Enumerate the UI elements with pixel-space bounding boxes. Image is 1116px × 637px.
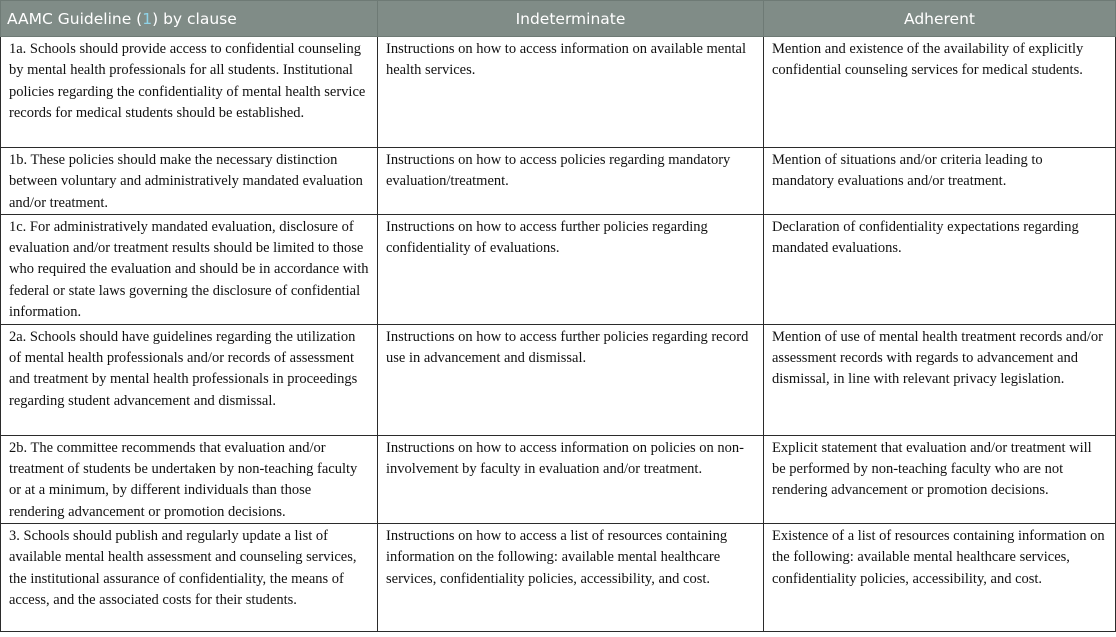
header-indeterminate: Indeterminate xyxy=(378,1,764,37)
clause-cell: 1c. For administratively mandated evaluation, disclosure of evaluation and/or treatment results should be limited to those who required the evaluation and should be in accordance with federal or state laws governing the disclosure of confidential information. xyxy=(1,214,378,324)
clause-cell: 1a. Schools should provide access to confidential counseling by mental health professionals for all students. Institutional policies regarding the confidentiality of mental health service records for medical students should be established. xyxy=(1,37,378,148)
adherent-cell: Mention of use of mental health treatment records and/or assessment records with regards to advancement and dismissal, in line with relevant privacy legislation. xyxy=(764,324,1116,435)
table-header xyxy=(1,1,1116,37)
header-row xyxy=(1,1,1116,37)
indeterminate-cell: Instructions on how to access policies regarding mandatory evaluation/treatment. xyxy=(378,148,764,215)
table-row xyxy=(1,524,1116,632)
table-row xyxy=(1,148,1116,215)
adherent-cell: Mention and existence of the availability of explicitly confidential counseling services for medical students. xyxy=(764,37,1116,148)
clause-cell: 3. Schools should publish and regularly update a list of available mental health assessment and counseling services, the institutional assurance of confidentiality, the means of access, and the associated costs for their students. xyxy=(1,524,378,632)
table-row xyxy=(1,324,1116,435)
indeterminate-cell: Instructions on how to access information on available mental health services. xyxy=(378,37,764,148)
clause-cell: 1b. These policies should make the necessary distinction between voluntary and administratively mandated evaluation and/or treatment. xyxy=(1,148,378,215)
indeterminate-cell: Instructions on how to access further policies regarding record use in advancement and dismissal. xyxy=(378,324,764,435)
adherent-cell: Existence of a list of resources containing information on the following: available mental healthcare services, confidentiality policies, accessibility, and cost. xyxy=(764,524,1116,632)
clause-cell: 2b. The committee recommends that evaluation and/or treatment of students be undertaken by non-teaching faculty or at a minimum, by different individuals than those rendering advancement or promotion decisions. xyxy=(1,435,378,523)
header-guideline-suffix: ) by clause xyxy=(152,9,237,28)
indeterminate-cell: Instructions on how to access further policies regarding confidentiality of evaluations. xyxy=(378,214,764,324)
indeterminate-cell: Instructions on how to access a list of resources containing information on the following: available mental healthcare services, confidentiality policies, accessibility, and cost. xyxy=(378,524,764,632)
table-body xyxy=(1,37,1116,632)
table-row xyxy=(1,214,1116,324)
indeterminate-cell: Instructions on how to access information on policies on non-involvement by faculty in evaluation and/or treatment. xyxy=(378,435,764,523)
header-guideline xyxy=(1,1,378,37)
header-adherent: Adherent xyxy=(764,1,1116,37)
header-guideline-prefix: AAMC Guideline ( xyxy=(7,9,143,28)
adherent-cell: Mention of situations and/or criteria leading to mandatory evaluations and/or treatment. xyxy=(764,148,1116,215)
table-row xyxy=(1,37,1116,148)
adherent-cell: Explicit statement that evaluation and/or treatment will be performed by non-teaching faculty who are not rendering advancement or promotion decisions. xyxy=(764,435,1116,523)
clause-cell: 2a. Schools should have guidelines regarding the utilization of mental health professionals and/or records of assessment and treatment by mental health professionals in proceedings regarding student advancement and dismissal. xyxy=(1,324,378,435)
citation-link[interactable]: 1 xyxy=(142,9,153,28)
adherent-cell: Declaration of confidentiality expectations regarding mandated evaluations. xyxy=(764,214,1116,324)
table-row xyxy=(1,435,1116,523)
